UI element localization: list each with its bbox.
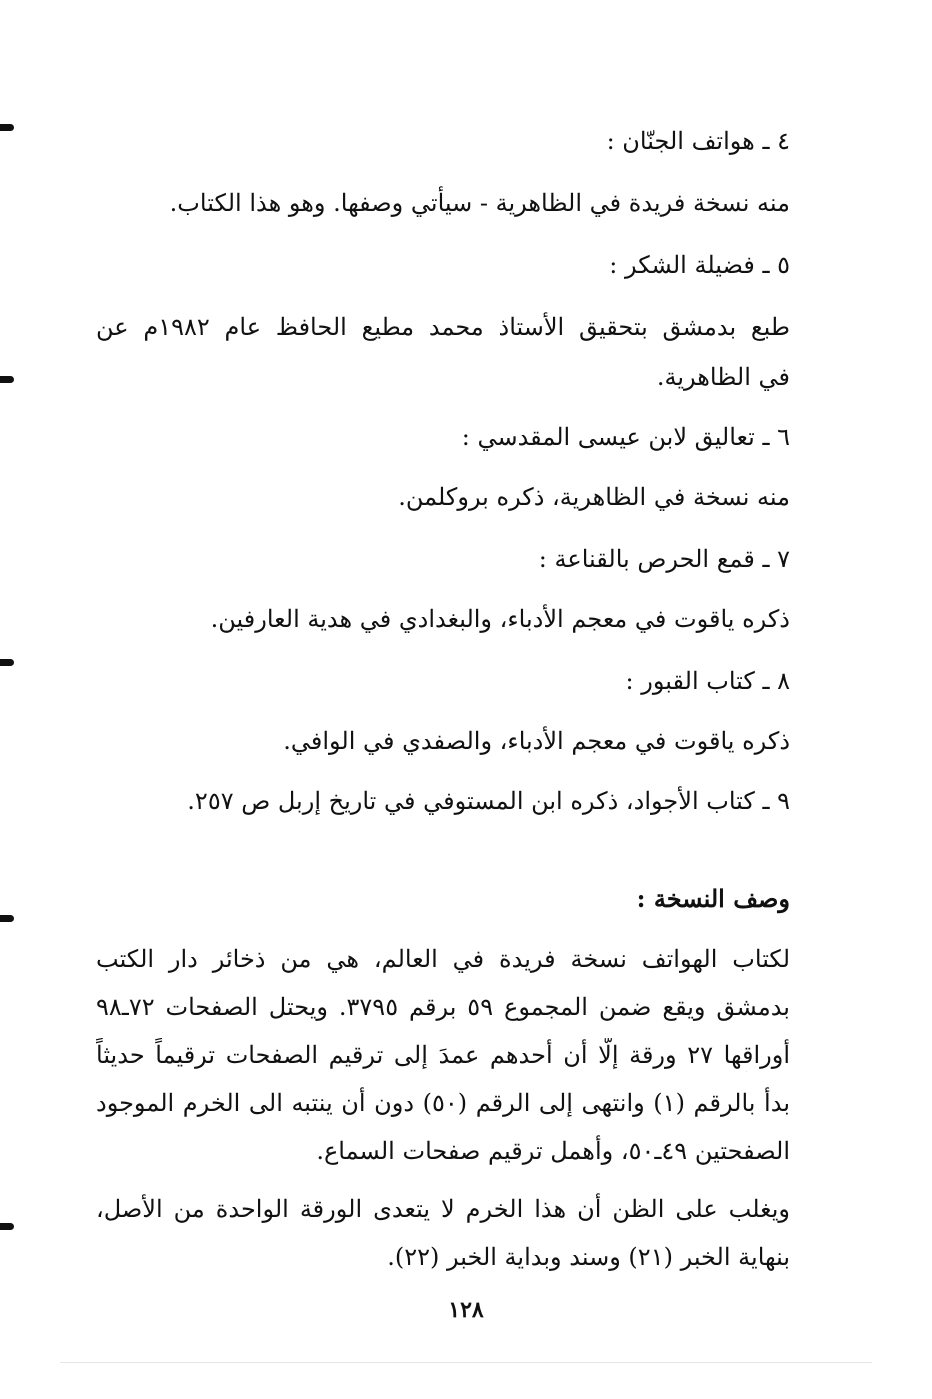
item-body: منه نسخة فريدة في الظاهرية - سيأتي وصفها. وهو هذا الكتاب. xyxy=(169,189,790,217)
item-body: ذكره ياقوت في معجم الأدباء، والبغدادي في هدية العارفين. xyxy=(210,605,790,633)
paragraph-line: الصفحتين ٤٩ـ٥٠، وأهمل ترقيم صفحات السماع. xyxy=(316,1137,790,1165)
item-body: طبع بدمشق بتحقيق الأستاذ محمد مطيع الحافظ عام ١٩٨٢م عن xyxy=(96,313,790,341)
page-edge-line xyxy=(60,1362,872,1363)
paragraph-line: بدأ بالرقم (١) وانتهى إلى الرقم (٥٠) دون أن ينتبه الى الخرم الموجود xyxy=(96,1089,790,1117)
section-heading: وصف النسخة : xyxy=(636,884,790,913)
item-title: ٧ ـ قمع الحرص بالقناعة : xyxy=(538,545,790,573)
margin-mark xyxy=(0,124,14,131)
margin-mark xyxy=(0,1223,14,1230)
margin-mark xyxy=(0,659,14,666)
margin-mark xyxy=(0,376,14,383)
item-body: ذكره ياقوت في معجم الأدباء، والصفدي في الوافي. xyxy=(283,727,790,755)
item-body: في الظاهرية. xyxy=(656,363,790,391)
paragraph-line: أوراقها ٢٧ ورقة إلّا أن أحدهم عمدَ إلى ترقيم الصفحات ترقيماً حديثاً xyxy=(96,1041,790,1069)
page-number: ١٢٨ xyxy=(448,1297,484,1323)
paragraph-line: ويغلب على الظن أن هذا الخرم لا يتعدى الورقة الواحدة من الأصل، xyxy=(96,1195,790,1223)
paragraph-line: لكتاب الهواتف نسخة فريدة في العالم، هي من ذخائر دار الكتب xyxy=(96,945,790,973)
paragraph-line: بدمشق ويقع ضمن المجموع ٥٩ برقم ٣٧٩٥. ويحتل الصفحات ٧٢ـ٩٨ xyxy=(96,993,790,1021)
paragraph-line: بنهاية الخبر (٢١) وسند وبداية الخبر (٢٢). xyxy=(387,1243,790,1271)
item-title: ٦ ـ تعاليق لابن عيسى المقدسي : xyxy=(461,423,790,451)
item-title: ٤ ـ هواتف الجنّان : xyxy=(606,127,790,155)
margin-mark xyxy=(0,915,14,922)
item-title: ٩ ـ كتاب الأجواد، ذكره ابن المستوفي في تاريخ إربل ص ٢٥٧. xyxy=(187,787,790,815)
item-title: ٥ ـ فضيلة الشكر : xyxy=(609,251,790,279)
item-title: ٨ ـ كتاب القبور : xyxy=(625,667,790,695)
item-body: منه نسخة في الظاهرية، ذكره بروكلمن. xyxy=(398,483,790,511)
